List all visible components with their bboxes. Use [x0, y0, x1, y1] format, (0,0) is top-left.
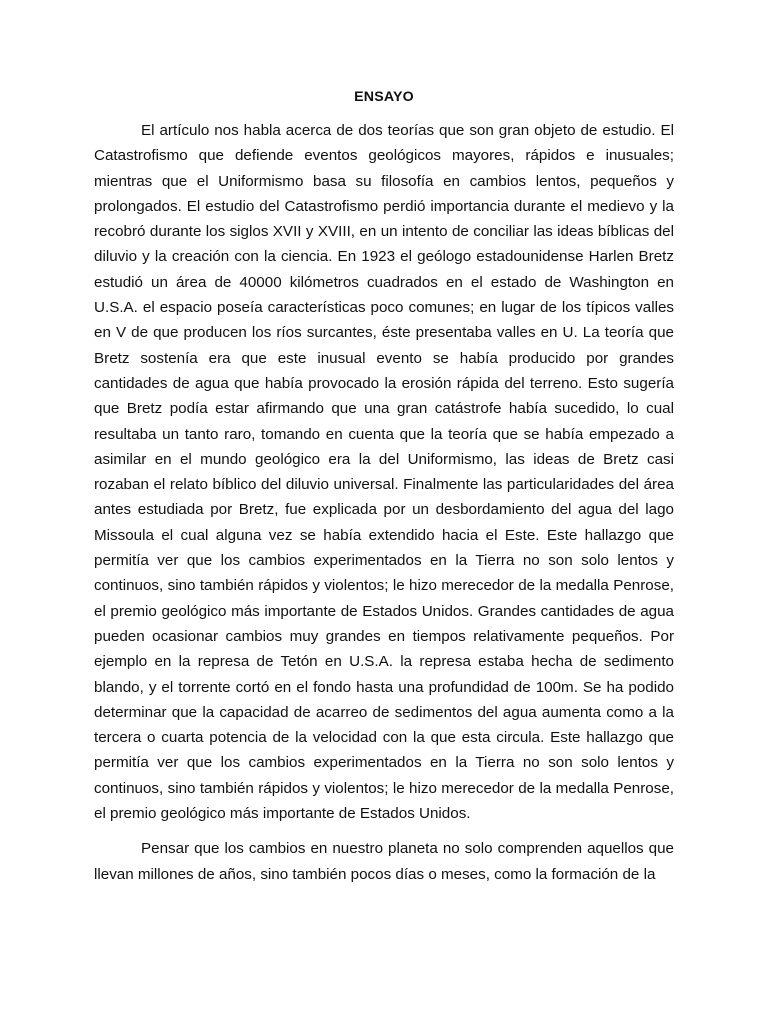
paragraph-2: Pensar que los cambios en nuestro planeta no solo comprenden aquellos que llevan millones de años, sino también pocos días o meses, como la formación de la — [94, 840, 674, 883]
paragraph-1: El artículo nos habla acerca de dos teorías que son gran objeto de estudio. El Catastrofismo que defiende eventos geológicos mayores, rápidos e inusuales; mientras que el Uniformismo basa su filosofía en cambios lentos, pequeños y prolongados. El estudio del Catastrofismo perdió importancia durante el medievo y la recobró durante los siglos XVII y XVIII, en un intento de conciliar las ideas bíblicas del diluvio y la creación con la ciencia. En 1923 el geólogo estadounidense Harlen Bretz estudió un área de 40000 kilómetros cuadrados en el estado de Washington en U.S.A. el espacio poseía características poco comunes; en lugar de los típicos valles en V de que producen los ríos surcantes, éste presentaba valles en U. La teoría que Bretz sostenía era que este inusual evento se había producido por grandes cantidades de agua que había provocado la erosión rápida del terreno. Esto sugería que Bretz podía estar afirmando que una gran catástrofe había sucedido, lo cual resultaba un tanto raro, tomando en cuenta que la teoría que se había empezado a asimilar en el mundo geológico era la del Uniformismo, las ideas de Bretz casi rozaban el relato bíblico del diluvio universal. Finalmente las particularidades del área antes estudiada por Bretz, fue explicada por un desbordamiento del agua del lago Missoula el cual alguna vez se había extendido hacia el Este. Este hallazgo que permitía ver que los cambios experimentados en la Tierra no son solo lentos y continuos, sino también rápidos y violentos; le hizo merecedor de la medalla Penrose, el premio geológico más importante de Estados Unidos. Grandes cantidades de agua pueden ocasionar cambios muy grandes en tiempos relativamente pequeños. Por ejemplo en la represa de Tetón en U.S.A. la represa estaba hecha de sedimento blando, y el torrente cortó en el fondo hasta una profundidad de 100m. Se ha podido determinar que la capacidad de acarreo de sedimentos del agua aumenta como a la tercera o cuarta potencia de la velocidad con la que esta circula. Este hallazgo que permitía ver que los cambios experimentados en la Tierra no son solo lentos y continuos, sino también rápidos y violentos; le hizo merecedor de la medalla Penrose, el premio geológico más importante de Estados Unidos. — [94, 122, 674, 823]
document-title: ENSAYO — [354, 89, 414, 105]
document-body — [94, 118, 674, 887]
